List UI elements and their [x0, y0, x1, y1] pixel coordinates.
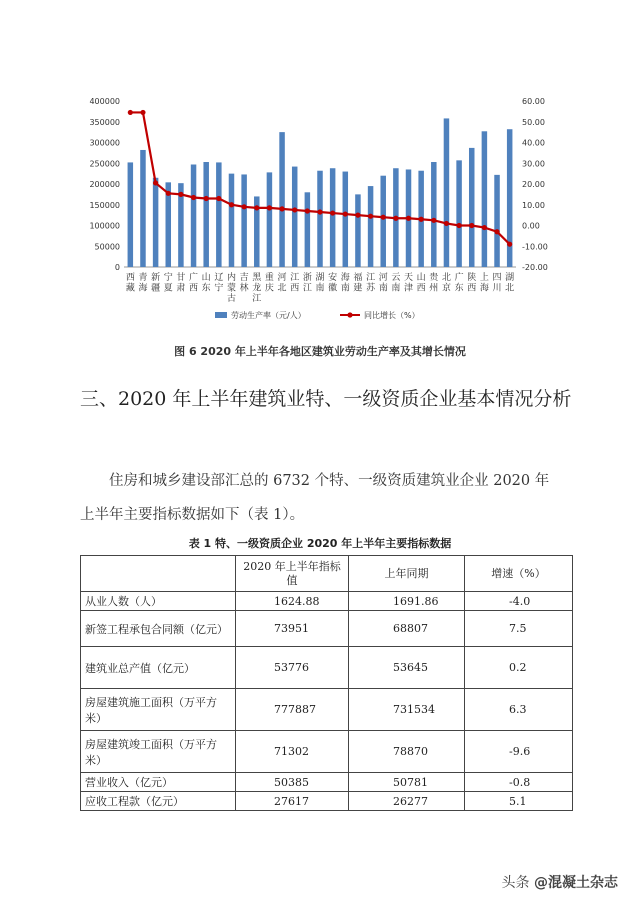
bar	[203, 162, 209, 267]
x-tick-label: 宁夏	[163, 273, 173, 294]
x-axis-labels	[126, 271, 514, 304]
row-current-value: 50385	[236, 773, 349, 792]
growth-point	[191, 195, 196, 200]
growth-point	[456, 223, 461, 228]
growth-point	[507, 242, 512, 247]
right-tick-label: 10.00	[522, 200, 545, 210]
row-name: 建筑业总产值（亿元）	[81, 647, 236, 689]
figure-caption: 图 6 2020 年上半年各地区建筑业劳动生产率及其增长情况	[174, 345, 466, 358]
x-tick-label: 新疆	[151, 273, 161, 294]
right-tick-label: 50.00	[522, 117, 545, 127]
growth-point	[153, 180, 158, 185]
growth-point	[128, 110, 133, 115]
x-tick-label: 安徽	[328, 273, 338, 294]
growth-point	[292, 207, 297, 212]
growth-point	[267, 205, 272, 210]
x-tick-label: 陕西	[467, 273, 477, 294]
bar	[355, 194, 361, 267]
x-tick-label: 云南	[391, 273, 401, 294]
legend-line-label: 同比增长（%）	[364, 311, 420, 320]
legend-bar-swatch	[215, 312, 227, 318]
x-tick-label: 西藏	[125, 273, 135, 294]
x-tick-label: 河南	[378, 273, 388, 294]
row-current-value: 27617	[236, 792, 349, 811]
growth-point	[254, 205, 259, 210]
row-name: 新签工程承包合同额（亿元）	[81, 611, 236, 647]
bar	[330, 168, 336, 267]
x-tick-label: 四川	[492, 273, 502, 294]
row-last-year-value: 731534	[349, 689, 465, 731]
table-row	[81, 731, 573, 773]
bar	[456, 160, 462, 267]
bar	[317, 171, 323, 267]
row-growth: 0.2	[465, 647, 573, 689]
row-last-year-value: 68807	[349, 611, 465, 647]
left-tick-label: 300000	[89, 138, 120, 148]
row-last-year-value: 50781	[349, 773, 465, 792]
row-growth: -0.8	[465, 773, 573, 792]
row-growth: 7.5	[465, 611, 573, 647]
left-tick-label: 100000	[89, 221, 120, 231]
right-axis	[522, 97, 548, 272]
growth-point	[140, 110, 145, 115]
x-tick-label: 北京	[441, 273, 451, 294]
header-current: 2020 年上半年指标值	[236, 556, 349, 592]
row-last-year-value: 78870	[349, 731, 465, 773]
bar	[469, 148, 475, 267]
bar	[241, 174, 247, 267]
growth-point	[166, 191, 171, 196]
growth-point	[406, 216, 411, 221]
growth-point	[444, 221, 449, 226]
watermark-prefix: 头条	[501, 875, 530, 891]
header-blank	[81, 556, 236, 592]
bar	[431, 162, 437, 267]
growth-point	[469, 223, 474, 228]
x-tick-label: 甘肃	[176, 273, 186, 294]
right-tick-label: 0.00	[522, 221, 540, 231]
x-tick-label: 山东	[201, 273, 211, 294]
bar	[229, 174, 235, 267]
chart-legend	[215, 310, 420, 320]
row-current-value: 53776	[236, 647, 349, 689]
row-growth: 5.1	[465, 792, 573, 811]
indicator-table	[80, 555, 573, 811]
left-tick-label: 400000	[89, 97, 120, 106]
growth-point	[216, 196, 221, 201]
table-row	[81, 773, 573, 792]
growth-point	[204, 196, 209, 201]
x-tick-label: 黑龙江	[252, 273, 262, 304]
bar	[279, 132, 285, 267]
x-tick-label: 贵州	[429, 273, 439, 294]
row-last-year-value: 26277	[349, 792, 465, 811]
bar	[267, 172, 273, 267]
right-tick-label: -20.00	[522, 263, 548, 272]
growth-point	[178, 192, 183, 197]
bar	[140, 150, 146, 267]
table-row	[81, 592, 573, 611]
bar	[153, 178, 159, 267]
right-tick-label: 20.00	[522, 180, 545, 189]
left-tick-label: 200000	[89, 180, 120, 189]
growth-point	[368, 214, 373, 219]
row-current-value: 777887	[236, 689, 349, 731]
x-tick-label: 浙江	[302, 273, 312, 294]
left-tick-label: 0	[114, 263, 120, 272]
x-tick-label: 山西	[416, 273, 426, 294]
bar	[444, 118, 450, 267]
bar	[343, 172, 349, 267]
row-last-year-value: 1691.86	[349, 592, 465, 611]
row-name: 应收工程款（亿元）	[81, 792, 236, 811]
x-tick-label: 福建	[353, 273, 363, 294]
legend-bar-label: 劳动生产率（元/人）	[231, 311, 306, 320]
row-growth: -9.6	[465, 731, 573, 773]
watermark	[502, 872, 618, 892]
row-last-year-value: 53645	[349, 647, 465, 689]
table-row	[81, 689, 573, 731]
bar	[191, 164, 197, 267]
left-tick-label: 50000	[94, 242, 120, 252]
growth-point	[330, 210, 335, 215]
x-tick-label: 江苏	[366, 273, 376, 294]
row-name: 从业人数（人）	[81, 592, 236, 611]
table-row	[81, 611, 573, 647]
x-tick-label: 湖北	[505, 273, 515, 294]
x-tick-label: 海南	[340, 273, 350, 294]
row-growth: 6.3	[465, 689, 573, 731]
x-tick-label: 河北	[277, 273, 287, 294]
left-axis	[89, 97, 120, 272]
x-tick-label: 上海	[479, 273, 489, 294]
right-tick-label: 40.00	[522, 138, 545, 148]
x-tick-label: 湖南	[315, 273, 325, 294]
left-tick-label: 150000	[89, 200, 120, 210]
bar	[482, 131, 488, 267]
table-row	[81, 792, 573, 811]
row-name: 房屋建筑竣工面积（万平方米）	[81, 731, 236, 773]
bar	[216, 162, 222, 267]
left-tick-label: 250000	[89, 159, 120, 169]
row-current-value: 73951	[236, 611, 349, 647]
table-title: 表 1 特、一级资质企业 2020 年上半年主要指标数据	[188, 537, 452, 550]
header-growth: 增速（%）	[465, 556, 573, 592]
growth-point	[482, 225, 487, 230]
header-last-year: 上年同期	[349, 556, 465, 592]
x-tick-label: 广东	[454, 273, 464, 294]
bar	[368, 186, 374, 267]
watermark-handle: @混凝土杂志	[534, 875, 618, 891]
x-tick-label: 青海	[138, 273, 148, 294]
growth-point	[242, 204, 247, 209]
bar	[380, 176, 386, 267]
row-current-value: 71302	[236, 731, 349, 773]
section-heading: 三、2020 年上半年建筑业特、一级资质企业基本情况分析	[80, 388, 572, 410]
productivity-chart	[0, 0, 640, 340]
bar-series	[128, 118, 513, 267]
growth-point	[419, 217, 424, 222]
bar	[292, 167, 298, 267]
x-tick-label: 辽宁	[214, 273, 224, 294]
growth-point	[355, 213, 360, 218]
left-tick-label: 350000	[89, 117, 120, 127]
growth-point	[317, 209, 322, 214]
intro-paragraph: 住房和城乡建设部汇总的 6732 个特、一级资质建筑业企业 2020 年上半年主要指标数据如下（表 1）。	[80, 473, 550, 523]
growth-point	[381, 215, 386, 220]
growth-point	[229, 202, 234, 207]
x-tick-label: 吉林	[239, 273, 249, 294]
row-current-value: 1624.88	[236, 592, 349, 611]
table-row	[81, 647, 573, 689]
x-tick-label: 内蒙古	[226, 273, 236, 304]
growth-point	[305, 208, 310, 213]
growth-point	[494, 229, 499, 234]
right-tick-label: 60.00	[522, 97, 545, 106]
growth-point	[279, 206, 284, 211]
right-tick-label: -10.00	[522, 242, 548, 252]
growth-point	[393, 216, 398, 221]
x-tick-label: 重庆	[264, 273, 274, 294]
bar	[305, 192, 311, 267]
bar	[128, 162, 133, 267]
x-tick-label: 天津	[404, 273, 414, 294]
x-tick-label: 江西	[290, 273, 300, 294]
row-growth: -4.0	[465, 592, 573, 611]
legend-line-marker	[347, 312, 352, 317]
x-tick-label: 广西	[189, 273, 199, 294]
bar	[494, 175, 500, 267]
growth-point	[343, 211, 348, 216]
right-tick-label: 30.00	[522, 159, 545, 169]
row-name: 营业收入（亿元）	[81, 773, 236, 792]
growth-point	[431, 218, 436, 223]
row-name: 房屋建筑施工面积（万平方米）	[81, 689, 236, 731]
